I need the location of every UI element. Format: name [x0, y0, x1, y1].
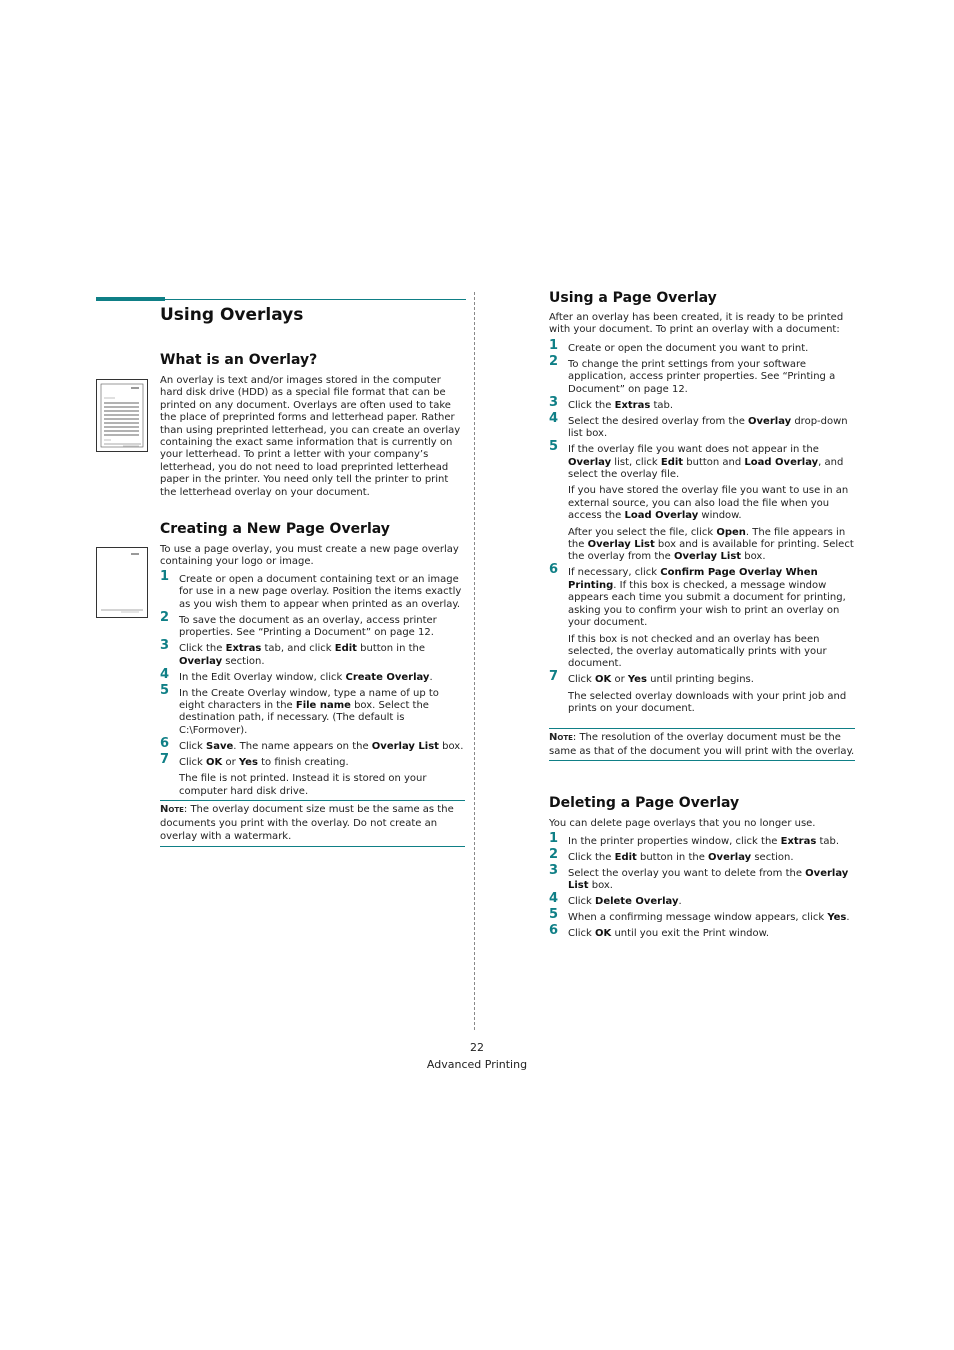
step-body: [179, 741, 465, 753]
step-text: box and is available for printing. Select the overlay from the: [568, 539, 854, 563]
step-note: [568, 527, 855, 564]
ui-term: Overlay: [748, 415, 792, 427]
step-body: [568, 852, 855, 864]
step-text: Create or open a document containing text or an image for use in a new page overlay. Position the items exactly as you wish them to appear when printed as an overlay.: [179, 574, 462, 610]
section-top-rule: [165, 299, 466, 300]
step-text: box.: [588, 880, 613, 892]
step-text: tab.: [650, 399, 674, 411]
page-number: 22: [470, 1041, 484, 1054]
page-title: Using Overlays: [160, 305, 304, 325]
step-body: [179, 688, 465, 738]
step-text: The file is not printed. Instead it is stored on your computer hard disk drive.: [179, 773, 427, 797]
step-item: [160, 609, 465, 640]
step-number: 5: [160, 682, 170, 698]
ui-term: Load Overlay: [744, 456, 819, 468]
step-text: If this box is not checked and an overlay has been selected, the overlay automatically prints with your document.: [568, 633, 827, 670]
ui-term: File name: [295, 700, 351, 712]
deleting-overlay-steps: [549, 831, 855, 944]
note-text: : The overlay document size must be the same as the documents you print with the overlay. Do not create an overlay with a watermark.: [160, 804, 454, 843]
step-number: 7: [549, 669, 559, 685]
step-item: [160, 666, 465, 684]
step-text: . The name appears on the: [233, 740, 372, 752]
step-number: 2: [549, 847, 559, 862]
section-accent-bar: [96, 297, 165, 301]
step-text: After you select the file, click: [568, 526, 717, 538]
left-note: [160, 800, 465, 847]
step-text: .: [678, 896, 682, 908]
step-text: window.: [698, 510, 742, 522]
step-number: 1: [549, 338, 559, 353]
step-number: 5: [549, 907, 559, 923]
step-item: [549, 831, 855, 848]
step-number: 4: [549, 891, 559, 907]
step-text: Create or open the document you want to print.: [568, 343, 809, 354]
ui-term: Load Overlay: [624, 510, 699, 522]
heading-using-overlay: Using a Page Overlay: [549, 290, 717, 306]
step-text: In the Edit Overlay window, click: [179, 671, 346, 683]
step-number: 6: [160, 735, 170, 751]
step-body: [568, 674, 855, 686]
ui-term: Overlay List: [371, 740, 439, 752]
step-body: [568, 912, 855, 924]
ui-term: OK: [595, 674, 612, 686]
step-text: to finish creating.: [257, 756, 349, 768]
step-text: The selected overlay downloads with your print job and prints on your document.: [568, 690, 847, 715]
step-body: [568, 343, 855, 355]
ui-term: Edit: [660, 456, 684, 468]
step-number: 3: [549, 863, 559, 878]
step-text: Select the overlay you want to delete from the: [568, 868, 806, 879]
step-body: [568, 444, 855, 481]
step-text: In the printer properties window, click the: [568, 836, 781, 847]
step-number: 5: [549, 439, 559, 455]
step-text: .: [846, 912, 850, 924]
step-text: box. Select the destination path, if necessary. (The default is C:\Formover).: [179, 700, 429, 736]
step-text: or: [611, 674, 628, 686]
step-text: Click: [179, 740, 207, 752]
heading-deleting-overlay: Deleting a Page Overlay: [549, 795, 740, 811]
using-overlay-intro: After an overlay has been created, it is ready to be printed with your document. To print an overlay with a document:: [549, 312, 844, 336]
step-item: [160, 569, 465, 611]
step-body: [179, 757, 465, 769]
step-text: Select the desired overlay from the: [568, 415, 749, 427]
step-item: [549, 891, 855, 908]
step-text: list, click: [611, 456, 661, 468]
ui-term: Yes: [827, 912, 847, 924]
step-text: If necessary, click: [568, 567, 661, 579]
ui-term: Yes: [238, 756, 258, 768]
step-text: .: [429, 671, 433, 683]
step-text: or: [222, 756, 239, 768]
ui-term: Overlay List: [673, 551, 742, 563]
step-body: [568, 836, 855, 848]
right-note: [549, 728, 855, 761]
step-item: [549, 907, 855, 924]
step-text: Click the: [568, 399, 615, 411]
what-is-overlay-body: An overlay is text and/or images stored in the computer hard disk drive (HDD) as a special file format that can be printed on any document. Overlays are often used to take the place of preprinted forms and letterhead paper. Rather than using preprinted letterhead, you can create an overlay containing the exact same information that is currently on your letterhead. To print a letter with your company’s letterhead, you do not need to load preprinted letterhead paper in the printer. You need only tell the printer to print the letterhead overlay on your document.: [160, 375, 461, 498]
ui-term: Extras: [614, 399, 651, 411]
ui-term: Confirm Page Overlay When Printing: [568, 567, 818, 591]
ui-term: Create Overlay: [345, 671, 430, 683]
ui-term: Overlay: [179, 655, 223, 667]
heading-creating-overlay: Creating a New Page Overlay: [160, 521, 390, 537]
step-text: section.: [222, 655, 265, 667]
step-item: [549, 863, 855, 893]
step-number: 6: [549, 562, 559, 578]
note-text: : The resolution of the overlay document must be the same as that of the document you will print with the overlay.: [549, 732, 855, 757]
step-text: drop-down list box.: [568, 415, 848, 440]
step-body: [568, 567, 855, 629]
step-body: [568, 359, 855, 396]
step-text: Click: [568, 928, 596, 940]
step-text: Click: [568, 674, 596, 686]
ui-term: Yes: [627, 674, 647, 686]
step-number: 4: [160, 666, 170, 682]
creating-overlay-intro: To use a page overlay, you must create a new page overlay containing your logo or image.: [160, 544, 459, 568]
step-body: [568, 868, 855, 893]
step-text: To save the document as an overlay, access printer properties. See “Printing a Document” on page 12.: [179, 614, 437, 639]
ui-term: OK: [595, 928, 612, 940]
step-number: 3: [549, 394, 559, 410]
step-item: [160, 682, 465, 738]
step-item: [160, 638, 465, 668]
creating-overlay-steps: [160, 569, 465, 802]
ui-term: Delete Overlay: [595, 896, 679, 908]
ui-term: Overlay: [708, 852, 752, 863]
step-text: section.: [751, 852, 794, 863]
step-body: [568, 416, 855, 441]
step-number: 1: [549, 831, 559, 846]
step-item: [549, 338, 855, 355]
step-body: [568, 928, 855, 940]
step-text: , and select the overlay file.: [568, 456, 844, 481]
step-number: 3: [160, 638, 170, 654]
step-item: [549, 354, 855, 396]
step-text: When a confirming message window appears, click: [568, 912, 828, 924]
step-item: [160, 751, 465, 798]
column-divider: [474, 292, 475, 1030]
step-number: 4: [549, 410, 559, 426]
step-body: [179, 615, 465, 640]
ui-term: Overlay List: [568, 868, 849, 892]
step-text: In the Create Overlay window, type a name of up to eight characters in the: [179, 687, 439, 712]
step-item: [549, 439, 855, 564]
step-text: until you exit the Print window.: [611, 928, 770, 940]
letterhead-document-icon: [96, 379, 148, 452]
ui-term: Save: [206, 740, 234, 752]
step-body: [179, 643, 465, 668]
step-item: [160, 735, 465, 753]
step-number: 7: [160, 751, 170, 767]
ui-term: Extras: [780, 836, 817, 847]
step-text: tab.: [816, 836, 840, 847]
step-number: 6: [549, 923, 559, 939]
step-text: button in the: [356, 643, 426, 655]
step-text: . If this box is checked, a message window appears each time you submit a document for printing, asking you to confirm your wish to print an overlay on your document.: [568, 579, 846, 629]
note-label: Note: [160, 804, 184, 815]
step-text: until printing begins.: [646, 674, 754, 686]
step-number: 2: [549, 354, 559, 369]
ui-term: Extras: [225, 643, 262, 655]
step-number: 1: [160, 569, 170, 584]
blank-overlay-page-icon: [96, 547, 148, 618]
step-note: [568, 691, 855, 716]
step-text: button in the: [636, 852, 709, 863]
step-text: . The file appears in the: [568, 526, 846, 551]
ui-term: Edit: [334, 643, 357, 655]
deleting-overlay-intro: You can delete page overlays that you no longer use.: [549, 818, 816, 829]
step-item: [549, 923, 855, 940]
step-text: Click the: [179, 643, 226, 655]
step-item: [549, 847, 855, 864]
step-body: [568, 896, 855, 908]
note-label: Note: [549, 732, 573, 743]
heading-what-is-overlay: What is an Overlay?: [160, 352, 318, 368]
step-note: [568, 634, 855, 671]
step-text: If you have stored the overlay file you want to use in an external source, you can also load the file when you access the: [568, 485, 849, 522]
step-body: [179, 672, 465, 684]
step-body: [179, 574, 465, 611]
step-text: Click: [568, 896, 596, 908]
ui-term: Overlay: [568, 456, 612, 468]
step-item: [549, 410, 855, 441]
step-body: [568, 400, 855, 412]
ui-term: Open: [716, 526, 746, 538]
step-text: button and: [683, 456, 745, 468]
step-note: [568, 485, 855, 522]
ui-term: Overlay List: [587, 539, 655, 551]
step-text: To change the print settings from your software application, access printer properties. See “Printing a Document” on page 12.: [568, 359, 836, 395]
step-text: box.: [741, 551, 766, 563]
step-item: [549, 669, 855, 715]
footer-section-title: Advanced Printing: [426, 1058, 528, 1071]
step-text: If the overlay file you want does not appear in the: [568, 444, 819, 456]
ui-term: OK: [206, 756, 223, 768]
step-note: [179, 773, 465, 798]
step-text: Click: [179, 756, 207, 768]
step-number: 2: [160, 609, 170, 625]
step-text: box.: [438, 740, 464, 752]
step-text: tab, and click: [261, 643, 335, 655]
step-item: [549, 394, 855, 412]
step-item: [549, 562, 855, 670]
ui-term: Edit: [614, 852, 637, 863]
step-text: Click the: [568, 852, 615, 863]
using-overlay-steps: [549, 338, 855, 719]
